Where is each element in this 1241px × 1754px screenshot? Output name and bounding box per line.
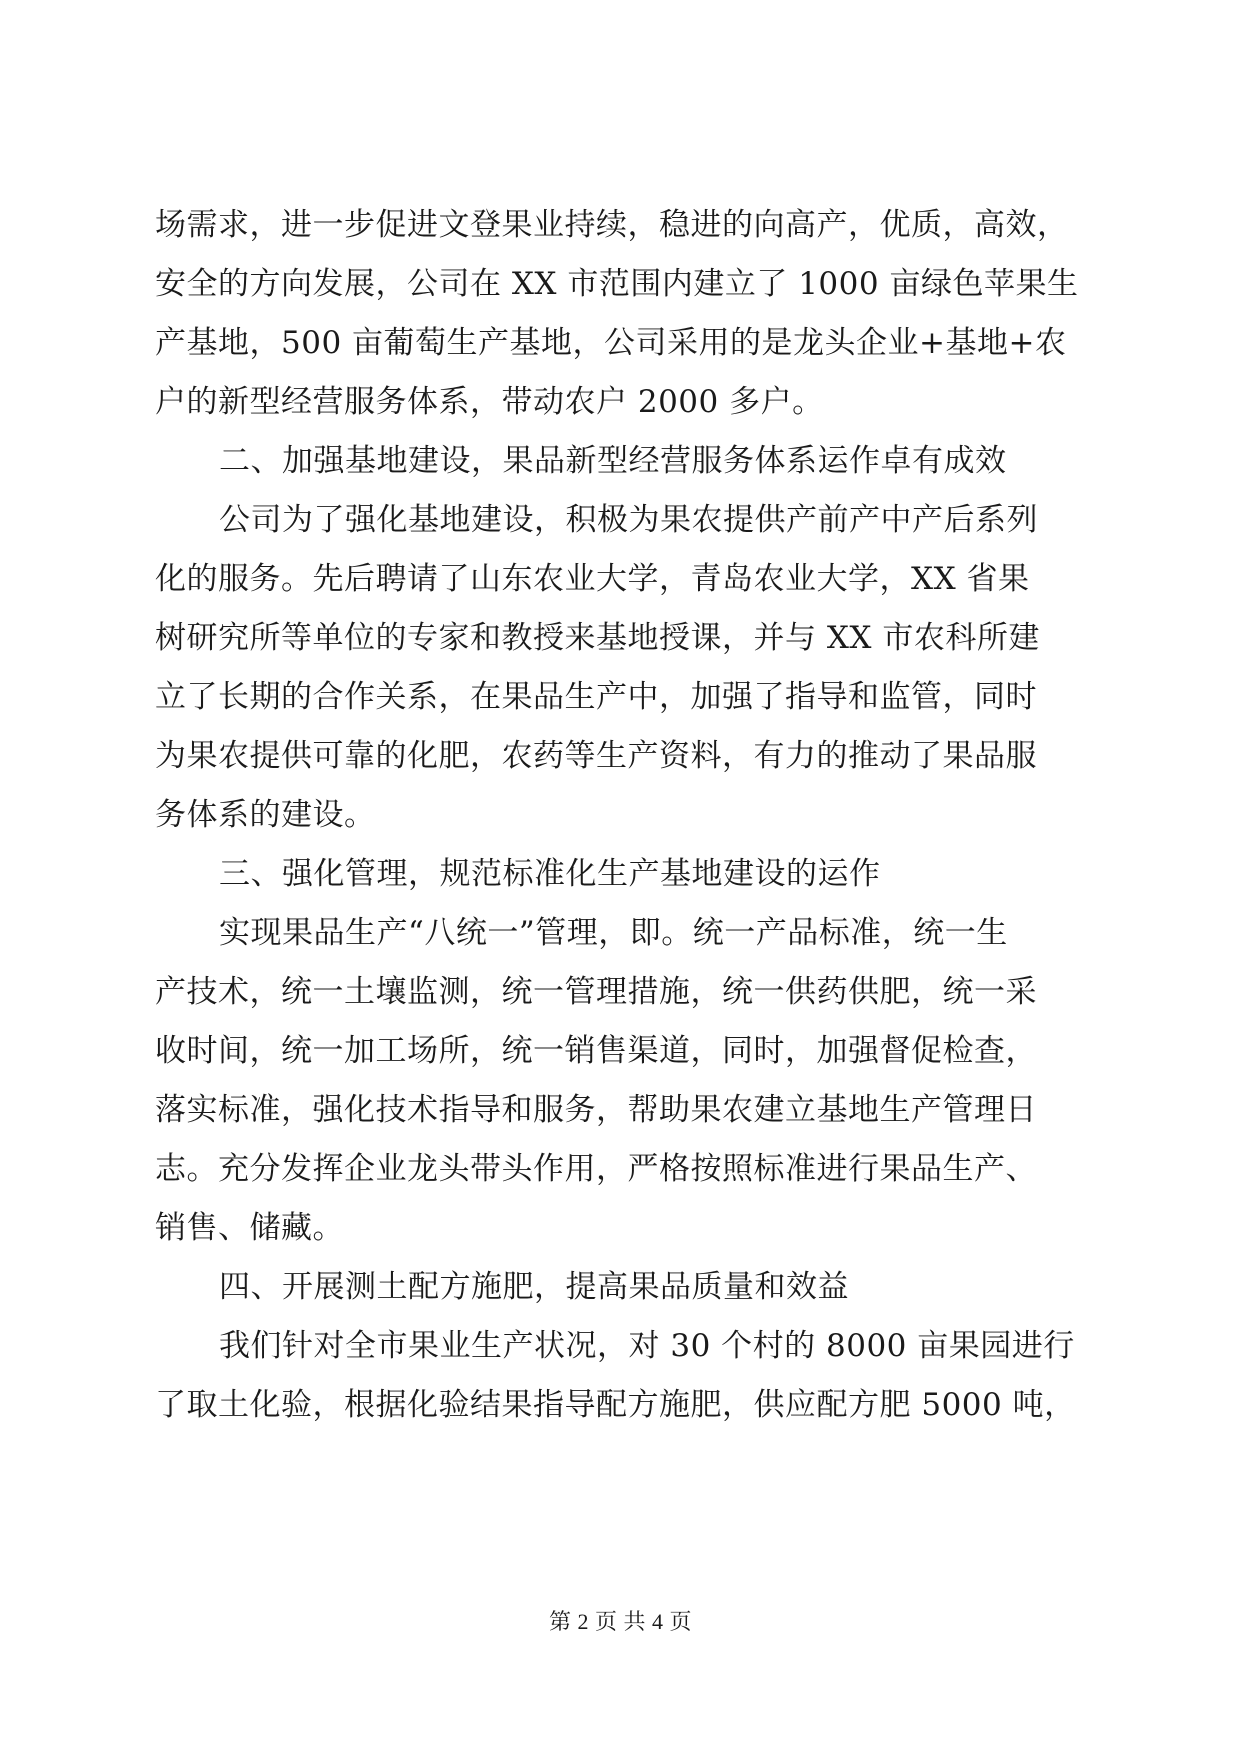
text-line: 四、开展测土配方施肥，提高果品质量和效益	[219, 1269, 849, 1305]
text-line: 安全的方向发展，公司在 XX 市范围内建立了 1000 亩绿色苹果生	[155, 266, 1079, 302]
text-line: 产技术，统一土壤监测，统一管理措施，统一供药供肥，统一采	[155, 974, 1037, 1010]
text-line: 化的服务。先后聘请了山东农业大学，青岛农业大学，XX 省果	[155, 561, 1030, 597]
text-line: 三、强化管理，规范标准化生产基地建设的运作	[219, 856, 881, 892]
text-line: 实现果品生产“八统一”管理，即。统一产品标准，统一生	[219, 915, 1008, 951]
text-line: 志。充分发挥企业龙头带头作用，严格按照标准进行果品生产、	[155, 1151, 1037, 1187]
text-line: 二、加强基地建设，果品新型经营服务体系运作卓有成效	[219, 443, 1007, 479]
text-line: 为果农提供可靠的化肥，农药等生产资料，有力的推动了果品服	[155, 738, 1037, 774]
page-footer: 第 2 页 共 4 页	[548, 1609, 692, 1634]
text-line: 产基地，500 亩葡萄生产基地，公司采用的是龙头企业+基地+农	[155, 325, 1067, 361]
text-line: 销售、储藏。	[155, 1210, 344, 1246]
text-line: 公司为了强化基地建设，积极为果农提供产前产中产后系列	[219, 502, 1038, 538]
text-line: 场需求，进一步促进文登果业持续，稳进的向高产，优质，高效，	[155, 207, 1069, 243]
text-line: 落实标准，强化技术指导和服务，帮助果农建立基地生产管理日	[155, 1092, 1037, 1128]
text-line: 务体系的建设。	[155, 797, 376, 833]
text-line: 了取土化验，根据化验结果指导配方施肥，供应配方肥 5000 吨，	[155, 1387, 1076, 1423]
document-body	[155, 196, 1095, 1435]
text-line: 户的新型经营服务体系，带动农户 2000 多户。	[155, 384, 824, 420]
text-line: 收时间，统一加工场所，统一销售渠道，同时，加强督促检查，	[155, 1033, 1037, 1069]
text-line: 立了长期的合作关系，在果品生产中，加强了指导和监管，同时	[155, 679, 1037, 715]
text-line: 树研究所等单位的专家和教授来基地授课，并与 XX 市农科所建	[155, 620, 1040, 656]
text-line: 我们针对全市果业生产状况，对 30 个村的 8000 亩果园进行	[219, 1328, 1075, 1364]
